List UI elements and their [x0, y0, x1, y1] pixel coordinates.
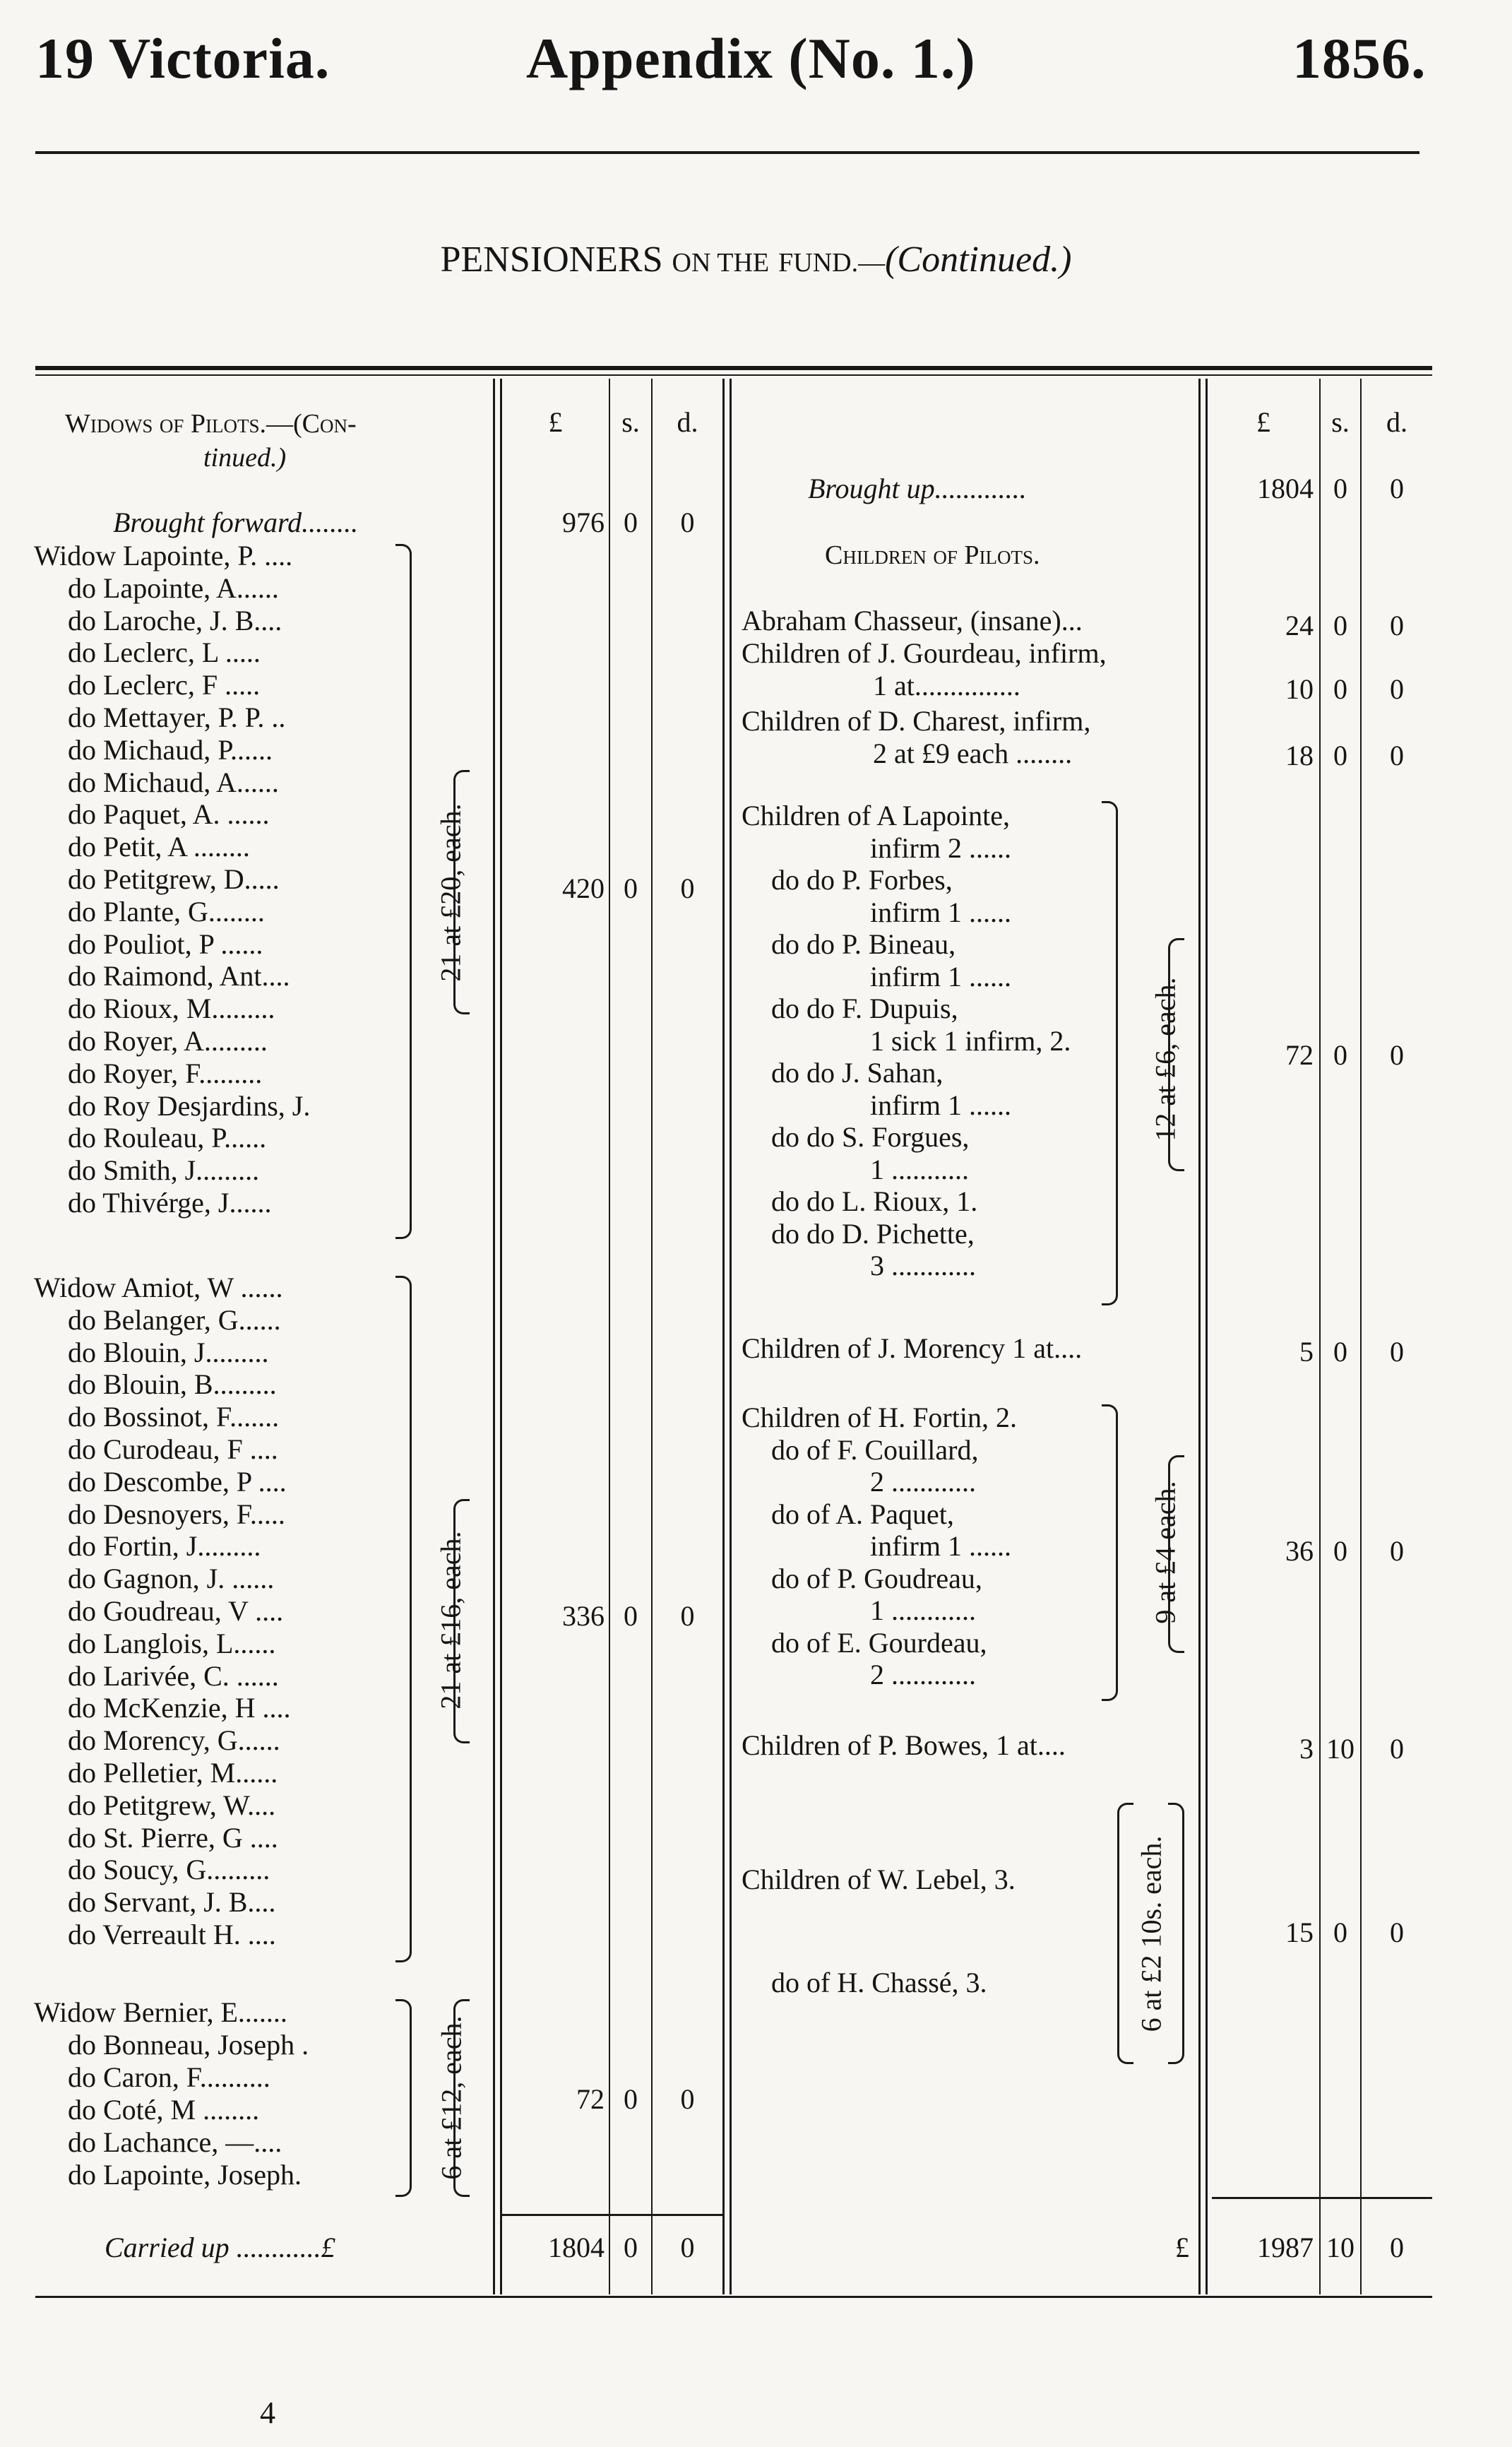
carried-up-label: Carried up ............£ — [105, 2232, 335, 2263]
groupc-pence: 0 — [1390, 1916, 1404, 1948]
children-entry: 2 ............ — [870, 1659, 976, 1690]
children-entry: infirm 1 ...... — [870, 960, 1011, 993]
left-heading: Widows of Pilots.—(Con- — [65, 409, 357, 439]
widow-entry: do Plante, G........ — [68, 895, 265, 928]
table-bottom-rule — [35, 2296, 1432, 2298]
widow-entry: do Desnoyers, F..... — [68, 1498, 285, 1530]
children-entry: do do L. Rioux, 1. — [771, 1185, 978, 1217]
groupa-shillings: 0 — [1333, 1039, 1347, 1071]
groupa-pounds: 72 — [1285, 1039, 1314, 1071]
children-entry: do of P. Goudreau, — [771, 1562, 982, 1594]
widow-entry: do Leclerc, L ..... — [68, 636, 261, 669]
total-left-pence: 0 — [680, 2232, 695, 2263]
morency-shillings: 0 — [1333, 1336, 1347, 1368]
bf-shillings: 0 — [624, 506, 638, 538]
col-shillings-right: s. — [1331, 406, 1350, 438]
children-entry: 3 ............ — [870, 1250, 976, 1281]
group3-pence: 0 — [680, 2083, 695, 2115]
page-title: PENSIONERS ON THE FUND.—(Continued.) — [440, 239, 1072, 280]
widow-entry: do Thivérge, J...... — [68, 1187, 272, 1219]
col-pence: d. — [677, 406, 698, 438]
children-entry: do do D. Pichette, — [771, 1217, 975, 1250]
widow-entry: do St. Pierre, G .... — [68, 1821, 278, 1854]
col-pounds: £ — [548, 406, 563, 438]
children-entry: infirm 2 ...... — [870, 831, 1011, 864]
charest-entry-cont: 2 at £9 each ........ — [873, 737, 1073, 769]
col-pounds-right: £ — [1256, 406, 1270, 438]
widow-entry: do Servant, J. B.... — [68, 1886, 276, 1919]
header-rule — [35, 151, 1419, 154]
widow-entry: do Royer, F......... — [68, 1057, 263, 1089]
group2-pence: 0 — [680, 1600, 695, 1632]
morency-pounds: 5 — [1299, 1336, 1314, 1368]
widow-entry: do Royer, A......... — [68, 1025, 268, 1057]
widow-entry: do McKenzie, H .... — [68, 1692, 291, 1724]
widow-entry: do Morency, G...... — [68, 1724, 280, 1757]
widow-entry: do Curodeau, F .... — [68, 1433, 278, 1465]
lebel-entry: Children of W. Lebel, 3. — [742, 1864, 1016, 1895]
brought-up-label: Brought up............. — [808, 473, 1027, 504]
page-number: 4 — [260, 2395, 275, 2430]
total-left-shillings: 0 — [624, 2232, 638, 2263]
children-entry: 1 ........... — [870, 1153, 969, 1185]
widow-entry: do Blouin, B......... — [68, 1368, 277, 1401]
charest-shillings: 0 — [1333, 740, 1347, 771]
chasse-entry: do of H. Chassé, 3. — [771, 1967, 987, 1998]
gourdeau-entry: Children of J. Gourdeau, infirm, — [742, 637, 1107, 669]
group3-shillings: 0 — [624, 2083, 638, 2115]
widow-entry: do Larivée, C. ...... — [68, 1659, 279, 1692]
group2-pounds: 336 — [562, 1600, 605, 1632]
brought-forward-label: Brought forward........ — [113, 506, 359, 538]
children-entry: Children of A Lapointe, — [742, 800, 1010, 831]
widow-entry: do Roy Desjardins, J. — [68, 1089, 311, 1122]
total-right-pound-sign: £ — [1175, 2232, 1189, 2263]
widow-entry: do Smith, J......... — [68, 1154, 260, 1187]
total-left-pounds: 1804 — [548, 2232, 605, 2263]
group1-pounds: 420 — [562, 872, 605, 904]
total-right-shillings: 10 — [1326, 2232, 1355, 2263]
bowes-shillings: 10 — [1326, 1733, 1355, 1765]
widow-entry: do Bossinot, F....... — [68, 1401, 280, 1433]
charest-pence: 0 — [1390, 740, 1404, 771]
bf-pence: 0 — [680, 506, 695, 538]
children-entry: infirm 1 ...... — [870, 1530, 1011, 1562]
group3-pounds: 72 — [576, 2083, 605, 2115]
widow-entry: do Pouliot, P ...... — [68, 928, 263, 960]
children-entry: do of F. Couillard, — [771, 1433, 979, 1466]
widow-entry: do Gagnon, J. ...... — [68, 1563, 275, 1595]
group2-rate: 21 at £16, each. — [434, 1531, 467, 1710]
widow-entry: do Belanger, G...... — [68, 1303, 281, 1336]
chasseur-pounds: 24 — [1285, 610, 1314, 641]
morency-pence: 0 — [1390, 1336, 1404, 1368]
widow-entry: do Michaud, P...... — [68, 733, 273, 766]
widow-entry: do Lachance, —.... — [68, 2126, 282, 2158]
children-entry: 2 ............ — [870, 1466, 976, 1498]
group3-rate: 6 at £12, each. — [435, 2015, 468, 2180]
widow-entry: do Petitgrew, D..... — [68, 863, 280, 895]
widow-entry: do Coté, M ........ — [68, 2094, 260, 2126]
group1-shillings: 0 — [624, 872, 638, 904]
widow-entry: do Goudreau, V .... — [68, 1595, 284, 1627]
groupc-pounds: 15 — [1285, 1916, 1314, 1948]
groupb-pence: 0 — [1390, 1535, 1404, 1567]
children-entry: do do P. Bineau, — [771, 928, 956, 960]
charest-pounds: 18 — [1285, 740, 1314, 771]
gourdeau-pounds: 10 — [1285, 673, 1314, 705]
bf-pounds: 976 — [562, 506, 605, 538]
children-entry: 1 ............ — [870, 1594, 976, 1626]
widow-entry: do Paquet, A. ...... — [68, 798, 270, 831]
widow-entry: do Descombe, P .... — [68, 1465, 287, 1498]
table-top-rule — [35, 366, 1432, 370]
bu-shillings: 0 — [1333, 473, 1347, 504]
gourdeau-pence: 0 — [1390, 673, 1404, 705]
total-right-pounds: 1987 — [1257, 2232, 1314, 2263]
children-entry: do do P. Forbes, — [771, 864, 953, 896]
widow-entry: do Raimond, Ant.... — [68, 960, 290, 993]
widow-entry: do Bonneau, Joseph . — [68, 2029, 309, 2061]
widow-entry: do Rouleau, P...... — [68, 1122, 267, 1154]
group2-shillings: 0 — [624, 1600, 638, 1632]
widow-entry: Widow Lapointe, P. .... — [34, 540, 293, 571]
children-entry: infirm 1 ...... — [870, 896, 1011, 928]
total-right-pence: 0 — [1390, 2232, 1404, 2263]
widow-entry: do Petitgrew, W.... — [68, 1789, 276, 1821]
children-entry: do do F. Dupuis, — [771, 993, 958, 1024]
bu-pounds: 1804 — [1257, 473, 1314, 504]
children-entry: do of E. Gourdeau, — [771, 1626, 987, 1659]
widow-entry: Widow Amiot, W ...... — [34, 1272, 283, 1303]
widow-entry: do Soucy, G......... — [68, 1854, 270, 1886]
widow-entry: do Pelletier, M...... — [68, 1757, 278, 1789]
group1-rate: 21 at £20, each. — [434, 803, 467, 982]
children-entry: do of A. Paquet, — [771, 1498, 954, 1530]
bu-pence: 0 — [1390, 473, 1404, 504]
group1-pence: 0 — [680, 872, 695, 904]
widow-entry: do Blouin, J......... — [68, 1336, 269, 1368]
widow-entry: do Petit, A ........ — [68, 831, 250, 863]
bowes-pence: 0 — [1390, 1733, 1404, 1765]
children-entry: infirm 1 ...... — [870, 1089, 1011, 1121]
chasseur-entry: Abraham Chasseur, (insane)... — [742, 605, 1083, 636]
groupb-rate: 9 at £4 each. — [1149, 1481, 1181, 1624]
groupa-pence: 0 — [1390, 1039, 1404, 1071]
chasseur-pence: 0 — [1390, 610, 1404, 641]
widow-entry: do Lapointe, A...... — [68, 571, 279, 604]
widow-entry: do Rioux, M......... — [68, 993, 275, 1025]
header-year: 1856. — [1292, 26, 1427, 90]
gourdeau-entry-cont: 1 at............... — [873, 670, 1020, 701]
col-pence-right: d. — [1386, 406, 1407, 438]
widow-entry: do Leclerc, F ..... — [68, 669, 261, 701]
bowes-pounds: 3 — [1299, 1733, 1314, 1765]
left-heading-cont: tinued.) — [203, 443, 287, 473]
children-entry: Children of H. Fortin, 2. — [742, 1402, 1017, 1433]
groupa-rate: 12 at £6, each. — [1149, 977, 1181, 1142]
children-entry: 1 sick 1 infirm, 2. — [870, 1024, 1071, 1057]
widow-entry: do Verreault H. .... — [68, 1919, 276, 1950]
charest-entry: Children of D. Charest, infirm, — [742, 705, 1091, 737]
col-shillings: s. — [621, 406, 640, 438]
gourdeau-shillings: 0 — [1333, 673, 1347, 705]
groupc-rate: 6 at £2 10s. each. — [1135, 1835, 1167, 2032]
groupb-pounds: 36 — [1285, 1535, 1314, 1567]
chasseur-shillings: 0 — [1333, 610, 1347, 641]
header-session: 19 Victoria. — [35, 26, 331, 90]
widow-entry: do Lapointe, Joseph. — [68, 2159, 302, 2191]
widow-entry: do Laroche, J. B.... — [68, 604, 282, 636]
children-entry: do do J. Sahan, — [771, 1057, 943, 1089]
groupb-shillings: 0 — [1333, 1535, 1347, 1567]
header-appendix: Appendix (No. 1.) — [526, 26, 976, 90]
widow-entry: Widow Bernier, E....... — [34, 1996, 287, 2028]
widow-entry: do Michaud, A...... — [68, 766, 279, 798]
morency-entry: Children of J. Morency 1 at.... — [742, 1332, 1083, 1364]
widow-entry: do Caron, F.......... — [68, 2061, 270, 2093]
widow-entry: do Mettayer, P. P. .. — [68, 701, 286, 733]
widow-entry: do Langlois, L...... — [68, 1627, 276, 1659]
children-entry: do do S. Forgues, — [771, 1121, 970, 1153]
children-heading: Children of Pilots. — [825, 540, 1040, 570]
groupc-shillings: 0 — [1333, 1916, 1347, 1948]
bowes-entry: Children of P. Bowes, 1 at.... — [742, 1729, 1066, 1761]
widow-entry: do Fortin, J......... — [68, 1530, 261, 1563]
